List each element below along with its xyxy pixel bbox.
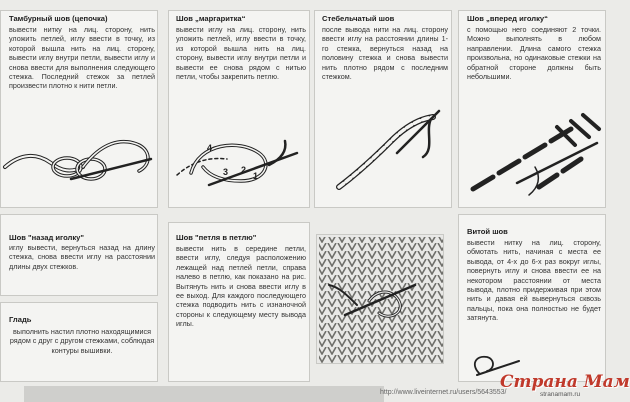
stem-stitch-illustration xyxy=(315,91,453,203)
bullion-stitch-panel xyxy=(458,214,606,382)
daisy-stitch-illustration xyxy=(169,123,311,203)
daisy-stitch-text: вывести иглу на лиц. сторону, нить уложить петлей, иглу ввести в точку, из которой вышла нить на лиц. сторону, вывести иглу внутри петли и вывести ее снова рядом с нитью петли, чтобы закрепить петлю. xyxy=(176,25,306,82)
stem-stitch-title: Стебельчатый шов xyxy=(322,14,395,23)
daisy-number-3: 3 xyxy=(223,167,229,177)
satin-stitch-text: выполнить настил плотно находящимися рядом с друг с другом стежками, соблюдая контуры вышивки. xyxy=(9,327,155,355)
satin-stitch-panel xyxy=(0,302,158,382)
running-stitch-title: Шов „вперед иголку“ xyxy=(467,14,548,23)
loop-stitch-grid-panel xyxy=(316,234,444,364)
daisy-stitch-panel xyxy=(168,10,310,208)
stem-stitch-panel xyxy=(314,10,452,208)
watermark-url: http://www.liveinternet.ru/users/5643553/ xyxy=(380,389,507,396)
daisy-number-1: 1 xyxy=(253,171,259,181)
loop-stitch-panel xyxy=(168,222,310,382)
footer-strip xyxy=(24,386,384,402)
loop-stitch-title: Шов "петля в петлю" xyxy=(176,233,257,242)
satin-stitch-title: Гладь xyxy=(9,315,32,324)
running-stitch-illustration xyxy=(459,107,607,207)
chain-stitch-panel xyxy=(0,10,158,208)
daisy-stitch-title: Шов „маргаритка“ xyxy=(176,14,246,23)
running-stitch-text: с помощью него соединяют 2 точки. Можно выполнять в любом направлении. Длина самого стежка произвольна, но одинаковые стежки на обратной стороне должны быть небольшими. xyxy=(467,25,601,82)
watermark-site: stranamam.ru xyxy=(540,391,581,398)
bullion-stitch-text: вывести нитку на лиц. сторону, обмотать нить, начиная с места ее вывода, от 4-х до 6-х раз вокруг иглы, повернуть иглу и снова ввести ее на некотором расстоянии от места вывода, плотно придерживая при этом нить и давая ей вывернуться сквозь пальцы, пока она полностью не будет затянута. xyxy=(467,238,601,323)
backstitch-panel xyxy=(0,214,158,296)
daisy-number-2: 2 xyxy=(241,165,247,175)
running-stitch-panel xyxy=(458,10,606,208)
daisy-number-4: 4 xyxy=(207,143,213,153)
backstitch-title: Шов "назад иголку" xyxy=(9,233,85,242)
chain-stitch-illustration xyxy=(1,123,159,203)
chain-stitch-title: Тамбурный шов (цепочка) xyxy=(9,14,108,23)
bullion-stitch-title: Витой шов xyxy=(467,227,508,236)
backstitch-text: иглу вывести, вернуться назад на длину стежка, снова ввести иглу на расстоянии длины двух стежков. xyxy=(9,243,155,271)
stem-stitch-text: после вывода нити на лиц. сторону ввести иглу на расстоянии длины 1-го стежка, вернуться назад на половину стежка и снова вывести нить плотно рядом с последним стежком. xyxy=(322,25,448,82)
loop-stitch-text: вывести нить в середине петли, ввести иглу, следуя расположению лежащей над петлей петли, справа налево в петлю, как показано на рис. Вытянуть нить и снова ввести иглу в ее выход. Для каждого последующего стежка подводить нить с изнаночной стороны к следующему месту вывода иглы. xyxy=(176,244,306,329)
chain-stitch-text: вывести нитку на лиц. сторону, нить уложить петлей, иглу ввести в точку, из которой вышла нить на лиц. сторону, вывести иглу внутри петли, вывести иглу и снова ввести для выполнения следующего стежка. Последний стежок за петлей произвести плотно к нити петли. xyxy=(9,25,155,91)
knit-grid-illustration xyxy=(317,235,445,365)
watermark-brand: Страна Мам xyxy=(500,372,630,392)
